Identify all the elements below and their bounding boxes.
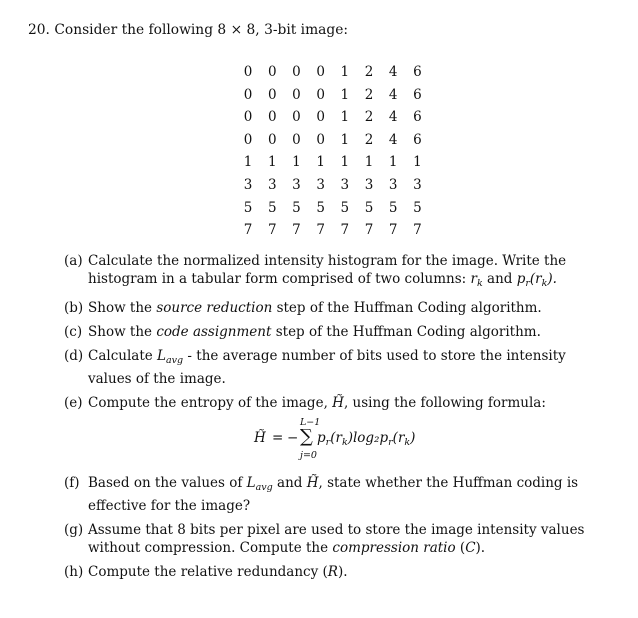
matrix-cell: 1 — [340, 109, 350, 126]
part-label: (f) — [64, 475, 80, 491]
matrix-cell: 2 — [364, 86, 374, 103]
matrix-cell: 0 — [243, 109, 253, 126]
matrix-cell: 0 — [243, 64, 253, 80]
part-d — [64, 347, 612, 388]
matrix-cell: 0 — [316, 131, 325, 148]
formula-upper-limit: L−1 — [300, 417, 321, 428]
matrix-cell: 6 — [413, 64, 422, 80]
matrix-cell: 5 — [267, 199, 277, 216]
part-text: Compute the relative redundancy (R). — [88, 564, 348, 580]
matrix-row — [236, 197, 430, 220]
matrix-cell: 7 — [243, 222, 253, 239]
part-a — [64, 252, 612, 293]
matrix-cell: 3 — [316, 176, 325, 193]
matrix-cell: 7 — [267, 222, 277, 239]
part-c — [64, 323, 612, 341]
matrix-cell: 5 — [243, 199, 253, 216]
matrix-cell: 1 — [340, 64, 350, 80]
matrix-cell: 3 — [243, 176, 253, 193]
part-text: Based on the values of $L_{avg}$ and H̃, state whether the Huffman coding is effective for the image? — [88, 475, 579, 514]
part-label: (h) — [64, 564, 84, 580]
matrix-row — [236, 129, 430, 152]
part-label: (d) — [64, 348, 84, 364]
part-label: (a) — [64, 253, 83, 269]
matrix-cell: 7 — [364, 222, 374, 239]
question-parts-lower — [64, 474, 612, 587]
matrix-cell: 0 — [267, 131, 277, 148]
matrix-cell: 3 — [292, 176, 301, 193]
matrix-row — [236, 61, 430, 84]
matrix-cell: 3 — [413, 176, 422, 193]
matrix-cell: 6 — [413, 86, 422, 103]
matrix-row — [236, 174, 430, 197]
matrix-cell: 4 — [388, 131, 398, 148]
question-text: Consider the following 8 × 8, 3-bit image: — [54, 22, 349, 38]
matrix-cell: 5 — [316, 199, 325, 216]
formula-lower-limit: j=0 — [300, 450, 317, 461]
matrix-cell: 1 — [340, 86, 350, 103]
matrix-cell: 0 — [243, 86, 253, 103]
matrix-cell: 1 — [267, 154, 277, 171]
matrix-cell: 0 — [267, 64, 277, 80]
matrix-cell: 1 — [316, 154, 325, 171]
part-text: Compute the entropy of the image, H̃, using the following formula: — [88, 395, 546, 411]
question-number: 20. — [28, 22, 50, 38]
matrix-cell: 2 — [364, 64, 374, 80]
matrix-cell: 3 — [364, 176, 374, 193]
part-text: Show the code assignment step of the Huffman Coding algorithm. — [88, 324, 541, 340]
matrix-row — [236, 106, 430, 129]
matrix-cell: 0 — [243, 131, 253, 148]
formula-equals: = — [272, 430, 284, 446]
matrix-cell: 4 — [388, 109, 398, 126]
formula-rhs: $p_r(r_k)\log_2p_r(r_k)$ — [317, 430, 416, 448]
part-label: (c) — [64, 324, 83, 340]
matrix-cell: 5 — [340, 199, 350, 216]
part-label: (b) — [64, 300, 84, 316]
question-parts-upper — [64, 252, 612, 418]
question-title — [28, 22, 348, 38]
entropy-formula — [254, 418, 454, 462]
matrix-cell: 1 — [243, 154, 253, 171]
part-h — [64, 563, 612, 581]
matrix-cell: 3 — [340, 176, 350, 193]
matrix-cell: 1 — [364, 154, 374, 171]
part-e — [64, 394, 612, 412]
part-label: (e) — [64, 395, 83, 411]
matrix-cell: 2 — [364, 109, 374, 126]
matrix-cell: 0 — [316, 109, 325, 126]
matrix-cell: 5 — [292, 199, 301, 216]
part-g — [64, 521, 612, 557]
matrix-cell: 3 — [267, 176, 277, 193]
matrix-cell: 1 — [413, 154, 422, 171]
matrix-cell: 0 — [292, 86, 301, 103]
matrix-cell: 7 — [388, 222, 398, 239]
matrix-cell: 6 — [413, 109, 422, 126]
matrix-cell: 4 — [388, 64, 398, 80]
matrix-cell: 1 — [340, 154, 350, 171]
matrix-cell: 5 — [388, 199, 398, 216]
matrix-cell: 2 — [364, 131, 374, 148]
matrix-cell: 6 — [413, 131, 422, 148]
matrix-cell: 7 — [316, 222, 325, 239]
part-text: Calculate the normalized intensity histogram for the image. Write the histogram in a tabular form comprised of two columns: $r_k$ and $p_r(r_k)$. — [88, 253, 567, 289]
part-b — [64, 299, 612, 317]
formula-minus: − — [287, 430, 299, 446]
matrix-cell: 7 — [340, 222, 350, 239]
matrix-row — [236, 151, 430, 174]
part-label: (g) — [64, 522, 84, 538]
image-matrix — [236, 61, 430, 242]
part-text: Show the source reduction step of the Huffman Coding algorithm. — [88, 300, 542, 316]
matrix-cell: 4 — [388, 86, 398, 103]
part-text: Assume that 8 bits per pixel are used to store the image intensity values without compression. Compute the compression ratio (C). — [88, 522, 585, 556]
matrix-cell: 0 — [292, 131, 301, 148]
summation-symbol: ∑ — [300, 426, 313, 447]
matrix-cell: 0 — [316, 64, 325, 80]
matrix-cell: 0 — [292, 64, 301, 80]
matrix-cell: 0 — [267, 109, 277, 126]
matrix-cell: 0 — [292, 109, 301, 126]
matrix-row — [236, 84, 430, 107]
matrix-cell: 1 — [340, 131, 350, 148]
matrix-cell: 0 — [316, 86, 325, 103]
matrix-cell: 0 — [267, 86, 277, 103]
formula-lhs: H̃ — [254, 430, 266, 446]
matrix-cell: 5 — [364, 199, 374, 216]
matrix-cell: 1 — [388, 154, 398, 171]
matrix-cell: 7 — [292, 222, 301, 239]
part-text: Calculate $L_{avg}$ - the average number of bits used to store the intensity values of the image. — [88, 348, 566, 387]
matrix-cell: 1 — [292, 154, 301, 171]
matrix-row — [236, 219, 430, 242]
matrix-cell: 3 — [388, 176, 398, 193]
matrix-cell: 5 — [413, 199, 422, 216]
part-f — [64, 474, 612, 515]
matrix-cell: 7 — [413, 222, 422, 239]
